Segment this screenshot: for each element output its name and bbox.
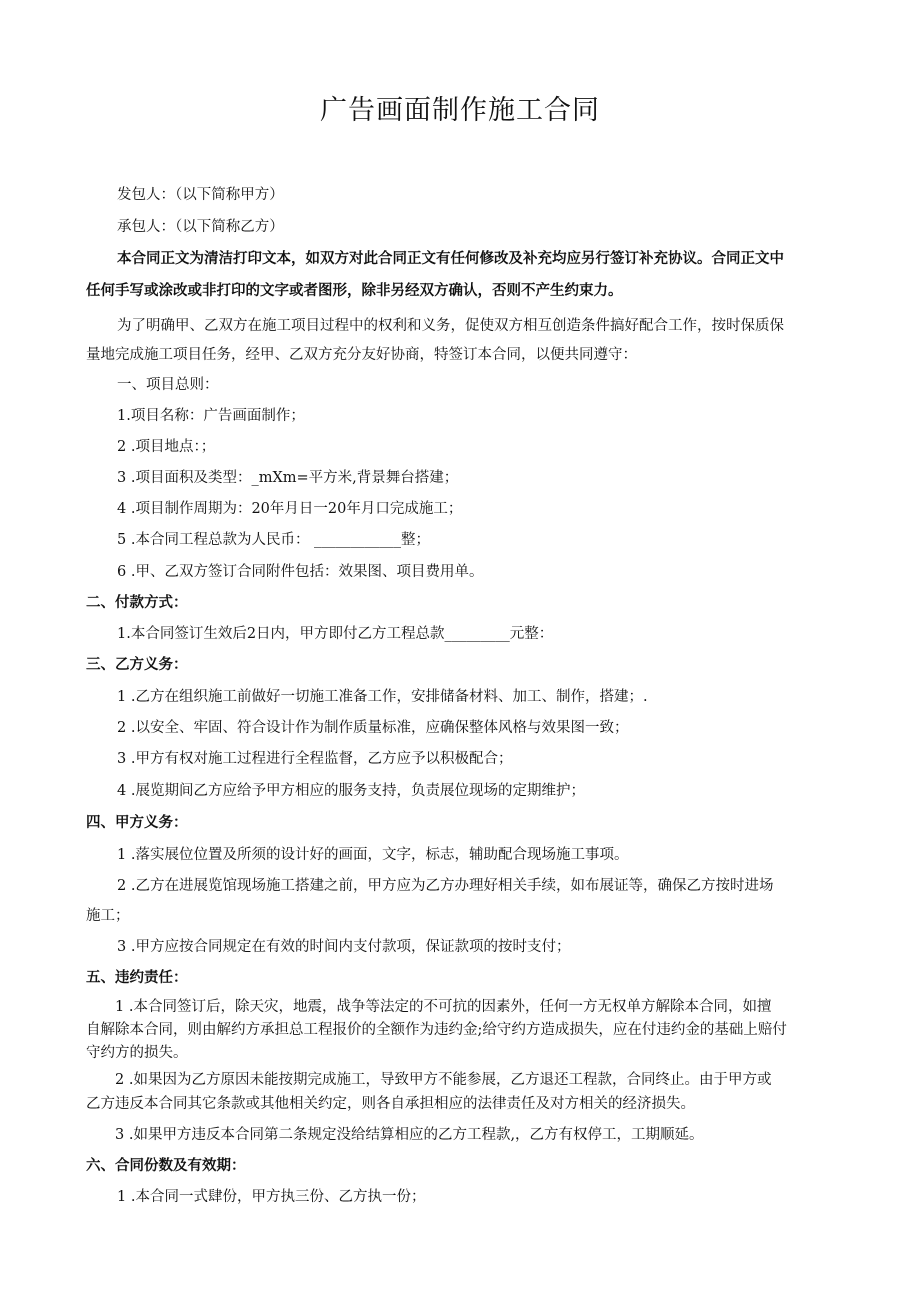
section-2-item: 1.本合同签订生效后2日内，甲方即付乙方工程总款_________元整： [117, 626, 554, 642]
section-3-item: 4 .展览期间乙方应给予甲方相应的服务支持，负责展位现场的定期维护； [117, 783, 585, 799]
section-4-heading: 四、甲方义务： [86, 815, 188, 831]
preamble-line-1: 为了明确甲、乙双方在施工项目过程中的权利和义务，促使双方相互创造条件搞好配合工作，按时保质保 [117, 318, 784, 334]
notice-line-2: 任何手写或涂改或非打印的文字或者图形，除非另经双方确认，否则不产生约束力。 [86, 283, 623, 299]
section-1-heading: 一、项目总则： [117, 377, 219, 393]
section-4-item: 1 .落实展位位置及所须的设计好的画面，文字，标志，辅助配合现场施工事项。 [117, 847, 629, 863]
section-6-item: 1 .本合同一式肆份，甲方执三份、乙方执一份； [117, 1189, 426, 1205]
section-1-item: 5 .本合同工程总款为人民币： ____________整； [117, 532, 431, 548]
section-4-item-continuation: 施工； [86, 908, 130, 924]
section-1-item: 1.项目名称：广告画面制作； [117, 408, 305, 424]
section-5-item-continuation: 乙方违反本合同其它条款或其他相关约定，则各自承担相应的法律责任及对方相关的经济损失。 [86, 1096, 695, 1112]
section-3-item: 3 .甲方有权对施工过程进行全程监督，乙方应予以积极配合； [117, 751, 513, 767]
section-1-item: 2 .项目地点：； [117, 439, 216, 455]
section-1-item: 6 .甲、乙双方签订合同附件包括：效果图、项目费用单。 [117, 564, 484, 580]
section-6-heading: 六、合同份数及有效期： [86, 1158, 246, 1174]
section-5-item: 3 .如果甲方违反本合同第二条规定没给结算相应的乙方工程款,，乙方有权停工，工期顺延。 [115, 1127, 704, 1143]
section-5-item-continuation: 守约方的损失。 [86, 1045, 188, 1061]
section-5-item-continuation: 自解除本合同，则由解约方承担总工程报价的全额作为违约金;给守约方造成损失，应在付违约金的基础上赔付 [86, 1022, 787, 1038]
party-a-line: 发包人：（以下简称甲方） [117, 187, 284, 203]
document-title: 广告画面制作施工合同 [320, 95, 600, 126]
section-3-heading: 三、乙方义务： [86, 657, 188, 673]
section-4-item: 3 .甲方应按合同规定在有效的时间内支付款项，保证款项的按时支付； [117, 939, 571, 955]
section-3-item: 2 .以安全、牢固、符合设计作为制作质量标准，应确保整体风格与效果图一致； [117, 720, 629, 736]
section-3-item: 1 .乙方在组织施工前做好一切施工准备工作，安排储备材料、加工、制作，搭建；. [117, 689, 648, 705]
section-5-heading: 五、违约责任： [86, 970, 188, 986]
section-2-heading: 二、付款方式： [86, 595, 188, 611]
section-1-item: 3 .项目面积及类型：_mXm=平方米,背景舞台搭建； [117, 470, 459, 486]
preamble-line-2: 量地完成施工项目任务，经甲、乙双方充分友好协商，特签订本合同，以便共同遵守： [86, 347, 637, 363]
notice-line-1: 本合同正文为清洁打印文本，如双方对此合同正文有任何修改及补充均应另行签订补充协议。合同正文中 [117, 251, 784, 267]
section-5-item: 2 .如果因为乙方原因未能按期完成施工，导致甲方不能参展，乙方退还工程款，合同终止。由于甲方或 [115, 1072, 772, 1088]
section-4-item: 2 .乙方在进展览馆现场施工搭建之前，甲方应为乙方办理好相关手续，如布展证等，确保乙方按时进场 [117, 878, 774, 894]
party-b-line: 承包人：（以下简称乙方） [117, 219, 284, 235]
section-1-item: 4 .项目制作周期为：20年月日一20年月口完成施工； [117, 501, 463, 517]
section-5-item: 1 .本合同签订后，除天灾，地震，战争等法定的不可抗的因素外，任何一方无权单方解除本合同，如擅 [115, 999, 772, 1015]
